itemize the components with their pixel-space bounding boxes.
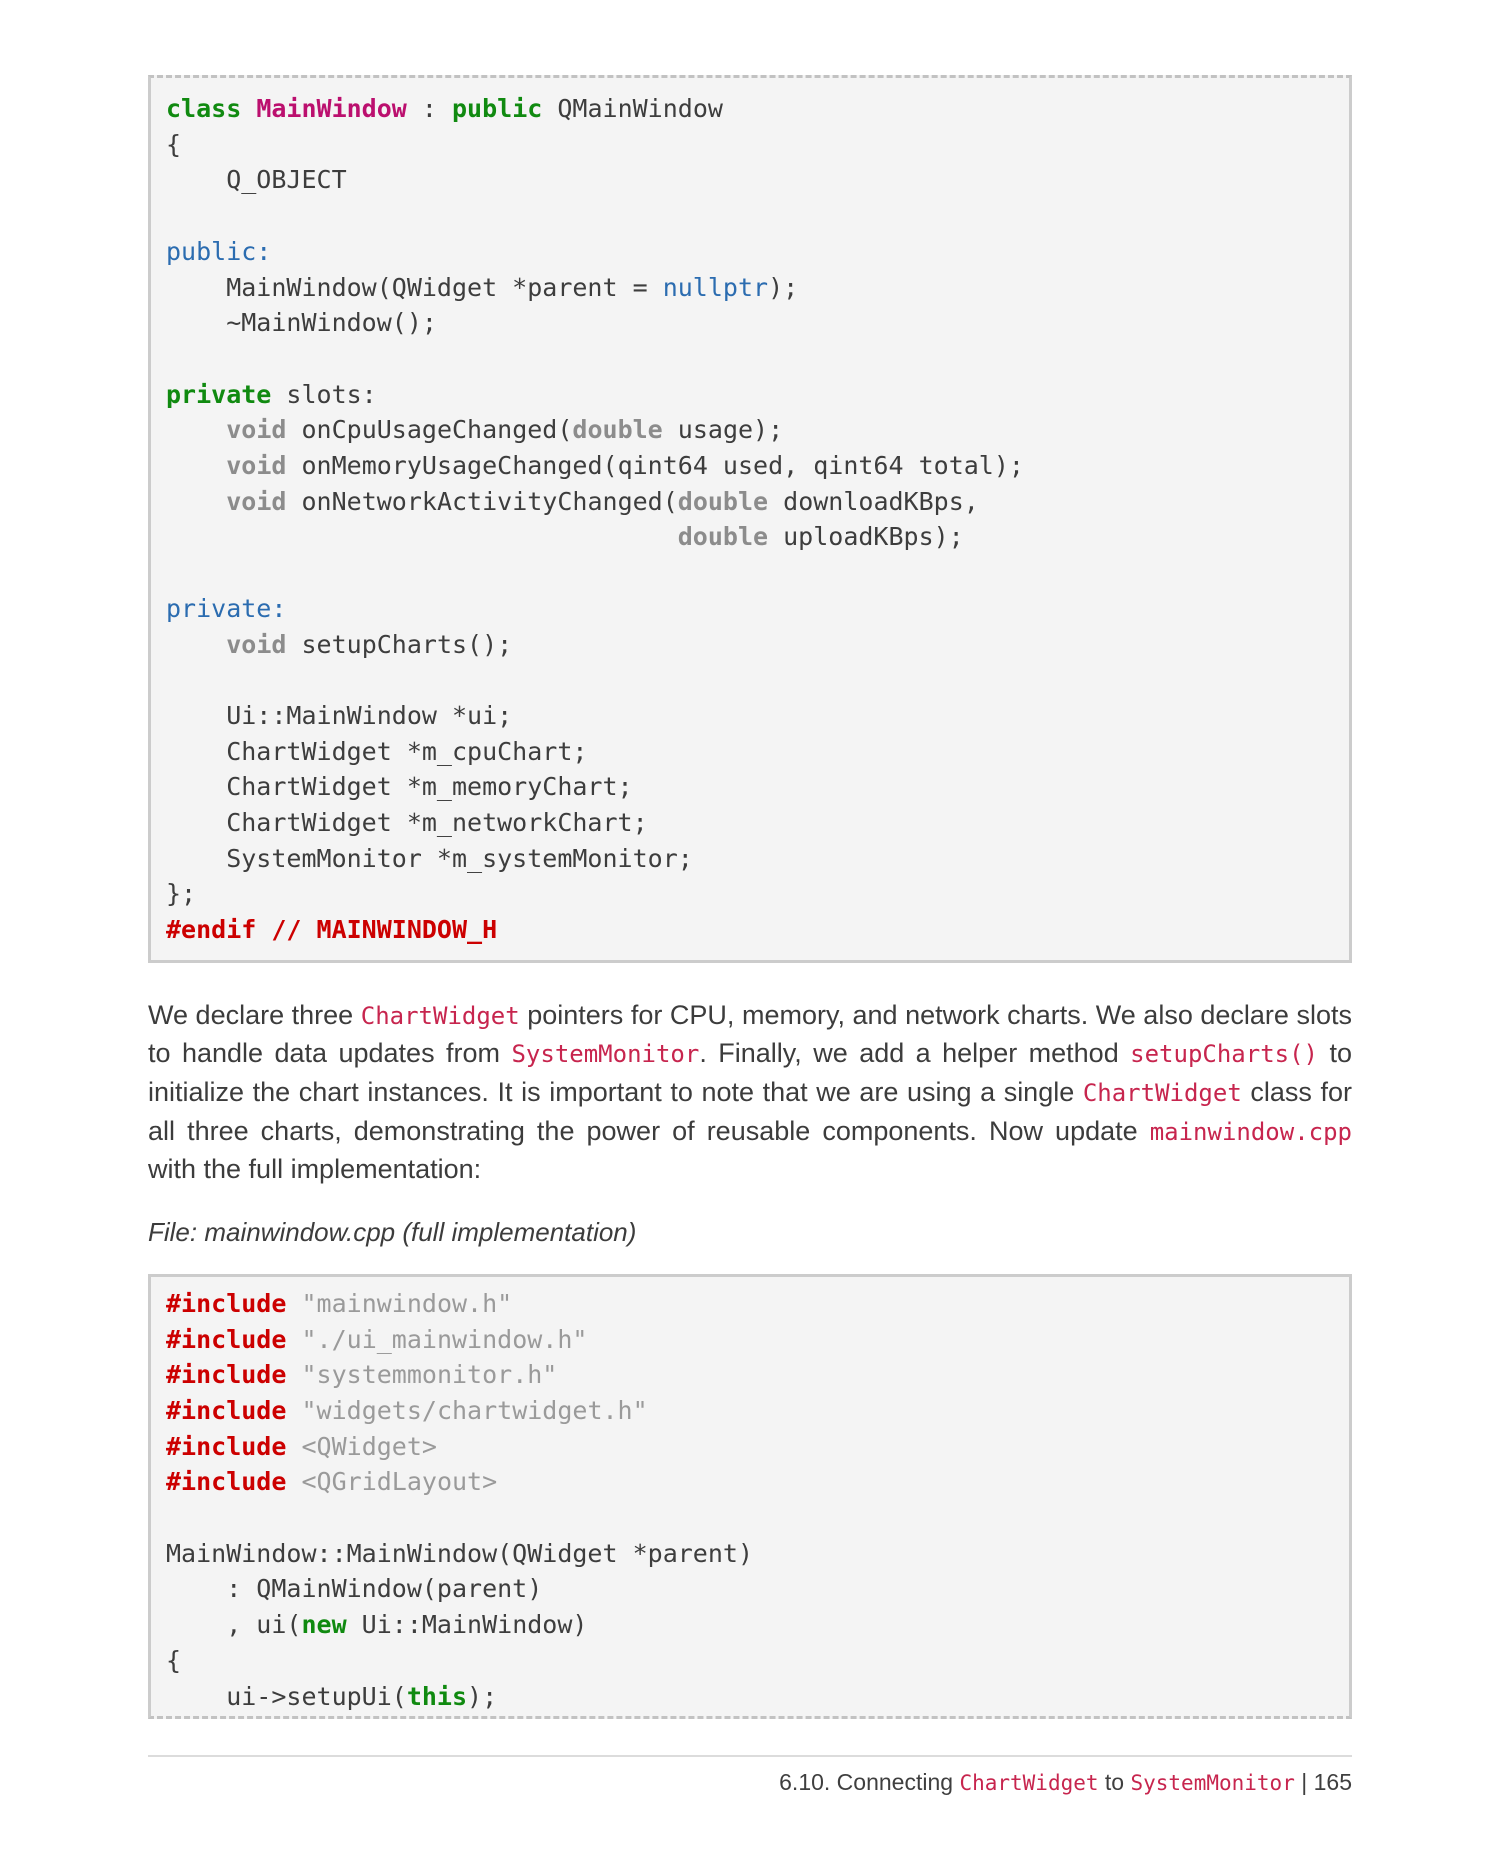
code-line: #endif // MAINWINDOW_H — [166, 915, 498, 945]
code-line: #include "./ui_mainwindow.h" — [166, 1324, 588, 1354]
code-line: #include <QGridLayout> — [166, 1467, 498, 1497]
inline-code: ChartWidget — [1082, 1079, 1242, 1108]
code-line — [166, 1500, 1335, 1536]
page-footer: 6.10. Connecting ChartWidget to SystemMonitor | 165 — [779, 1769, 1352, 1796]
code-line: : QMainWindow(parent) — [166, 1574, 543, 1604]
code-line: void onMemoryUsageChanged(qint64 used, qint64 total); — [226, 451, 1024, 481]
code-line: SystemMonitor *m_systemMonitor; — [166, 843, 693, 873]
code-line — [166, 662, 1335, 698]
inline-code: ChartWidget — [360, 1001, 520, 1030]
code-line: double uploadKBps); — [677, 522, 964, 552]
footer-divider — [148, 1755, 1352, 1757]
code-line: ChartWidget *m_memoryChart; — [166, 772, 633, 802]
inline-code: SystemMonitor — [1130, 1771, 1295, 1796]
code-line: ~MainWindow(); — [166, 308, 437, 338]
file-label: File: mainwindow.cpp (full implementation) — [148, 1216, 637, 1247]
page-content — [148, 75, 1352, 1796]
code-line: #include "mainwindow.h" — [166, 1288, 513, 1318]
code-block-mainwindow-cpp — [148, 1274, 1352, 1719]
code-line: #include <QWidget> — [166, 1431, 437, 1461]
code-line: #include "systemmonitor.h" — [166, 1360, 558, 1390]
code-line: void onCpuUsageChanged(double usage); — [226, 415, 784, 445]
code-line — [166, 198, 1335, 234]
inline-code: setupCharts() — [1130, 1040, 1318, 1069]
code-line: { — [166, 1645, 182, 1675]
code-line: private: — [166, 593, 287, 623]
inline-code: SystemMonitor — [511, 1040, 700, 1069]
code-line: , ui(new Ui::MainWindow) — [166, 1610, 588, 1640]
code-line: void setupCharts(); — [226, 629, 513, 659]
code-line — [166, 341, 1335, 377]
code-line: Q_OBJECT — [166, 165, 347, 195]
code-line — [166, 555, 1335, 591]
code-block-mainwindow-h — [148, 75, 1352, 963]
inline-code: ChartWidget — [959, 1771, 1099, 1796]
code-line: class MainWindow : public QMainWindow — [166, 94, 723, 123]
code-line: MainWindow(QWidget *parent = nullptr); — [166, 272, 799, 302]
code-line: MainWindow::MainWindow(QWidget *parent) — [166, 1538, 753, 1568]
code-line: ChartWidget *m_networkChart; — [166, 808, 648, 838]
code-line: #include "widgets/chartwidget.h" — [166, 1395, 648, 1425]
code-line: ui->setupUi(this); — [166, 1681, 498, 1711]
inline-code: mainwindow.cpp — [1149, 1117, 1352, 1146]
code-line: Ui::MainWindow *ui; — [166, 700, 513, 730]
code-line: public: — [166, 236, 272, 266]
body-paragraph: We declare three ChartWidget pointers for CPU, memory, and network charts. We also declare slots to handle data updates from SystemMonitor. Finally, we add a helper method setupCharts() to initialize the chart instances. It is important to note that we are using a single ChartWidget class for all three charts, demonstrating the power of reusable components. Now update mainwindow.cpp with the full implementation: — [148, 999, 1352, 1185]
code-line: }; — [166, 879, 197, 909]
code-line: private slots: — [166, 379, 377, 409]
code-line: void onNetworkActivityChanged(double downloadKBps, — [226, 486, 979, 516]
code-line: { — [166, 129, 182, 159]
code-line: ChartWidget *m_cpuChart; — [166, 736, 588, 766]
